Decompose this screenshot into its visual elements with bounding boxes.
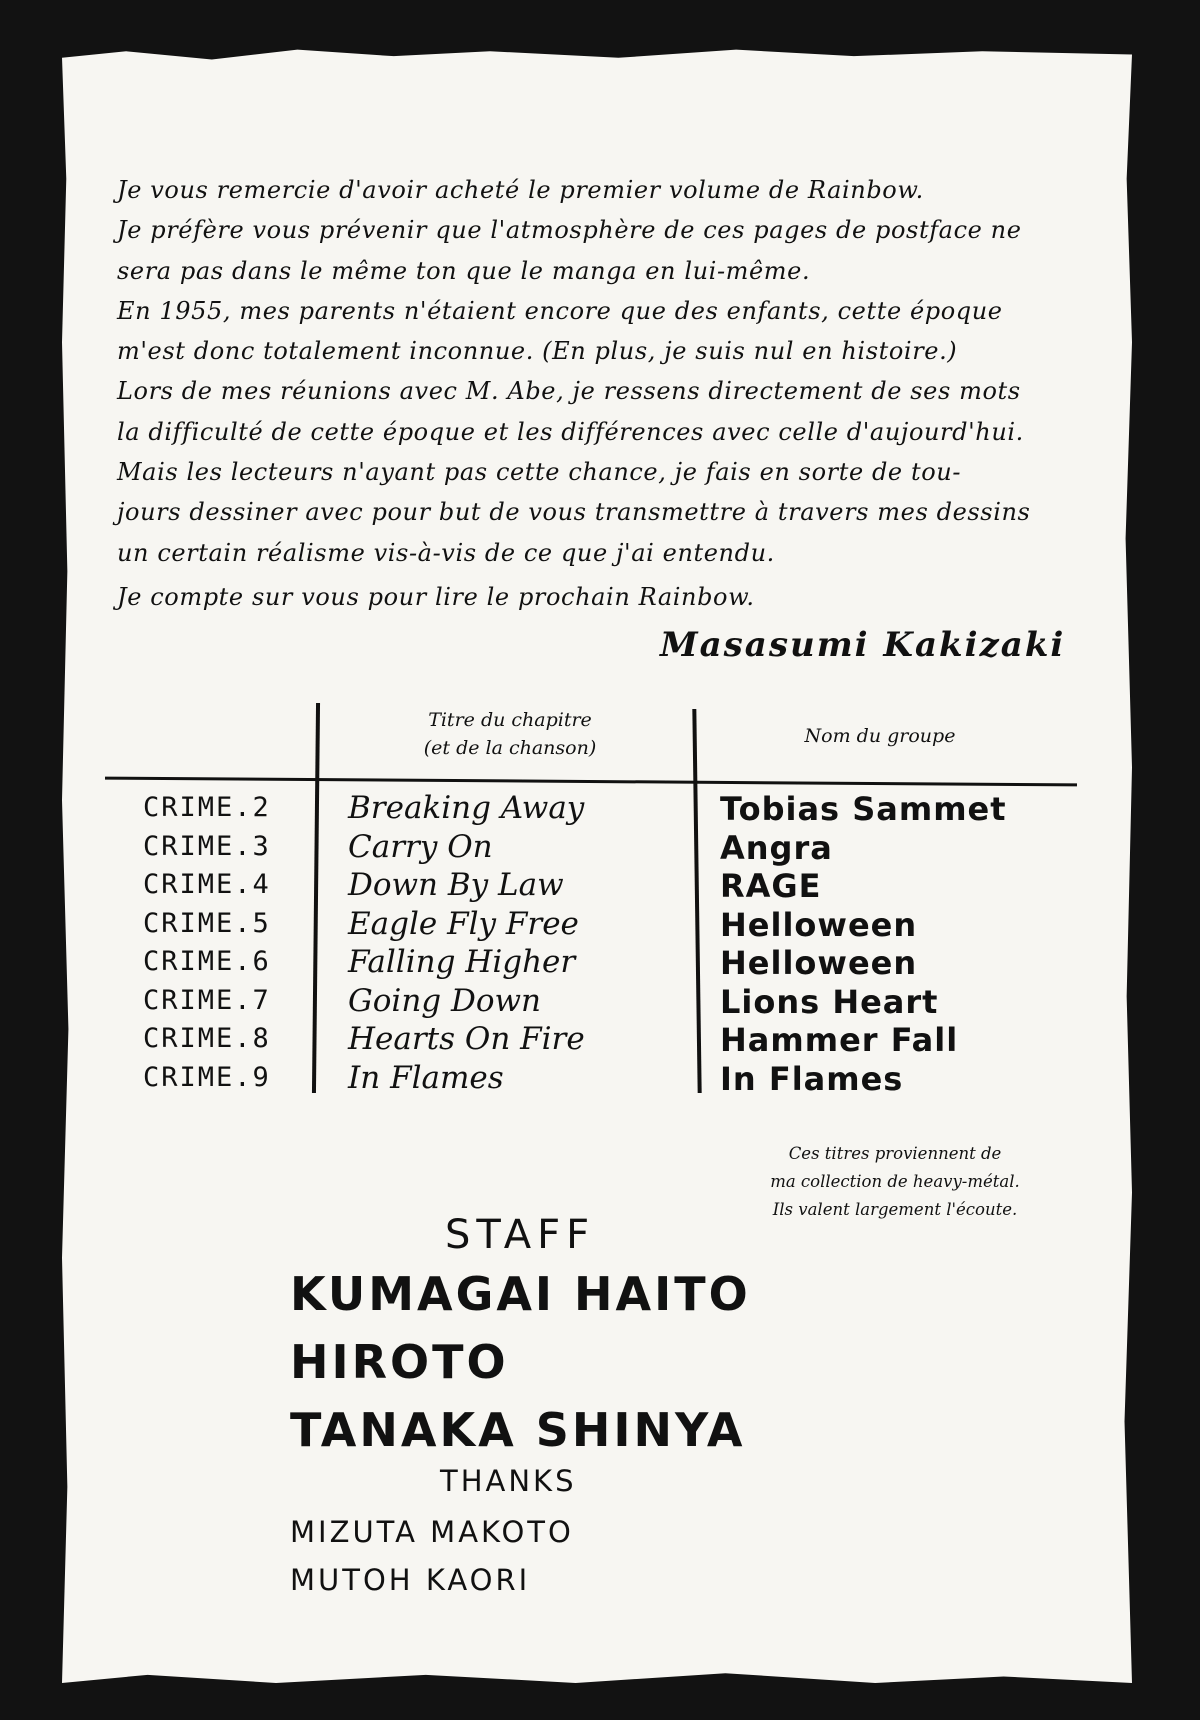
table-row <box>138 983 1058 1022</box>
thanks-name: MUTOH KAORI <box>290 1563 531 1597</box>
column-header-band: Nom du groupe <box>804 725 956 747</box>
note-line: Ils valent largement l'écoute. <box>772 1200 1018 1219</box>
thanks-heading: THANKS <box>440 1464 577 1498</box>
song-title: Down By Law <box>348 867 564 903</box>
band-name: Angra <box>720 828 833 867</box>
table-row <box>138 1060 1058 1099</box>
table-row <box>138 906 1058 945</box>
letter-line: Je vous remercie d'avoir acheté le premier volume de Rainbow. <box>117 176 924 204</box>
band-name: Helloween <box>720 944 918 982</box>
band-name: Helloween <box>720 905 918 944</box>
staff-name: HIROTO <box>290 1335 509 1389</box>
song-title: Carry On <box>348 828 493 865</box>
letter-line: Mais les lecteurs n'ayant pas cette chance, je fais en sorte de tou- <box>117 458 962 487</box>
column-header-chapter-title <box>360 706 660 762</box>
staff-heading: STAFF <box>445 1212 596 1258</box>
staff-list <box>290 1260 751 1464</box>
table-row <box>138 790 1058 829</box>
crime-number: CRIME.8 <box>143 1023 271 1054</box>
letter-line: Lors de mes réunions avec M. Abe, je ressens directement de ses mots <box>117 377 1021 406</box>
table-row <box>138 867 1058 906</box>
letter-line: jours dessiner avec pour but de vous transmettre à travers mes dessins <box>117 498 1031 527</box>
table-row <box>138 1021 1058 1060</box>
letter-line: Je préfère vous prévenir que l'atmosphère de ces pages de postface ne <box>117 216 1022 245</box>
column-header-line: Titre du chapitre <box>428 709 592 731</box>
staff-name: TANAKA SHINYA <box>290 1403 746 1457</box>
column-header-line: (et de la chanson) <box>423 737 597 759</box>
song-title: Falling Higher <box>348 944 576 980</box>
heavy-metal-note <box>745 1140 1045 1224</box>
letter-line: la difficulté de cette époque et les différences avec celle d'aujourd'hui. <box>117 417 1024 446</box>
song-title: In Flames <box>348 1059 504 1096</box>
note-line: ma collection de heavy-métal. <box>770 1172 1020 1191</box>
crime-number: CRIME.3 <box>143 830 271 862</box>
crime-number: CRIME.4 <box>143 869 271 900</box>
band-name: Hammer Fall <box>720 1021 959 1059</box>
afterword-letter <box>117 170 1077 617</box>
band-name: RAGE <box>720 867 822 905</box>
thanks-list <box>290 1508 574 1604</box>
letter-line: sera pas dans le même ton que le manga en lui-même. <box>117 256 811 285</box>
thanks-name: MIZUTA MAKOTO <box>290 1515 574 1549</box>
table-row <box>138 829 1058 868</box>
staff-name: KUMAGAI HAITO <box>290 1267 751 1321</box>
letter-line: En 1955, mes parents n'étaient encore que des enfants, cette époque <box>117 296 1003 325</box>
crime-number: CRIME.9 <box>143 1061 271 1093</box>
crime-number: CRIME.7 <box>143 984 271 1016</box>
chapter-song-table <box>138 790 1058 1098</box>
letter-closing: Je compte sur vous pour lire le prochain Rainbow. <box>117 582 755 611</box>
band-name: Lions Heart <box>720 982 939 1021</box>
song-title: Breaking Away <box>348 790 585 826</box>
letter-line: m'est donc totalement inconnue. (En plus, je suis nul en histoire.) <box>117 337 958 366</box>
song-title: Going Down <box>348 982 542 1019</box>
crime-number: CRIME.5 <box>143 907 271 939</box>
author-signature: Masasumi Kakizaki <box>660 625 1066 665</box>
band-name: In Flames <box>720 1059 904 1098</box>
song-title: Eagle Fly Free <box>348 905 579 942</box>
song-title: Hearts On Fire <box>348 1021 585 1057</box>
table-row <box>138 944 1058 983</box>
letter-line: un certain réalisme vis-à-vis de ce que j'ai entendu. <box>117 538 775 567</box>
band-name: Tobias Sammet <box>720 790 1007 828</box>
crime-number: CRIME.6 <box>143 946 271 977</box>
note-line: Ces titres proviennent de <box>788 1144 1002 1163</box>
crime-number: CRIME.2 <box>143 792 271 823</box>
